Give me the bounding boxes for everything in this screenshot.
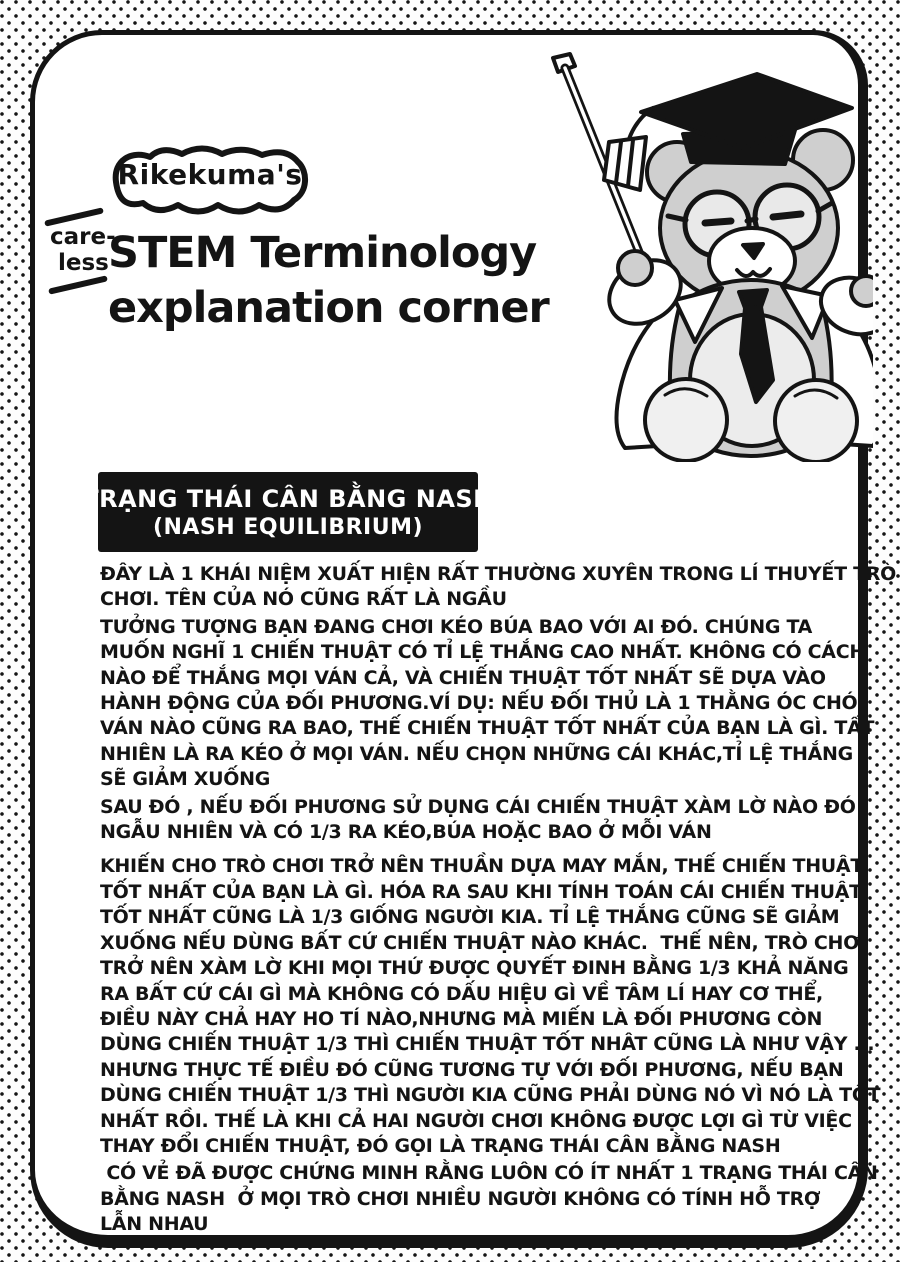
body-line: CHƠI. TÊN CỦA NÓ CŨNG RẤT LÀ NGẦU [100,588,507,611]
body-paragraph [100,795,856,846]
body-line: THAY ĐỔI CHIẾN THUẬT, ĐÓ GỌI LÀ TRẠNG THÁI CÂN BẰNG NASH [100,1134,781,1157]
body-line: ĐÂY LÀ 1 KHÁI NIỆM XUẤT HIỆN RẤT THƯỜNG XUYÊN TRONG LÍ THUYẾT TRÒ [100,563,896,585]
term-title-box [82,472,494,552]
body-paragraph [100,562,896,613]
page-title-line2: explanation corner [108,283,549,333]
body-line: LẪN NHAU [100,1213,209,1236]
body-line: TỐT NHẤT CŨNG LÀ 1/3 GIỐNG NGƯỜI KIA. TỈ LỆ THẮNG CŨNG SẼ GIẢM [100,906,840,929]
careless-word-top: care- [50,224,116,250]
body-line: BẰNG NASH Ở MỌI TRÒ CHƠI NHIỀU NGƯỜI KHÔNG CÓ TÍNH HỖ TRỢ [100,1187,821,1210]
term-title-vietnamese: TRẠNG THÁI CÂN BẰNG NASH [82,484,494,513]
body-line: ĐIỀU NÀY CHẢ HAY HO TÍ NÀO,NHƯNG MÀ MIẾN LÀ ĐỐI PHƯƠNG CÒN [100,1007,823,1030]
body-line: SẼ GIẢM XUỐNG [100,768,270,791]
body-paragraph [100,854,881,1159]
body-line: NHƯNG THỰC TẾ ĐIỀU ĐÓ CŨNG TƯƠNG TỰ VỚI ĐỐI PHƯƠNG, NẾU BẠN [100,1058,844,1081]
term-title-english: (NASH EQUILIBRIUM) [152,514,424,540]
explanation-text [100,562,896,1240]
body-line: SAU ĐÓ , NẾU ĐỐI PHƯƠNG SỬ DỤNG CÁI CHIẾN THUẬT XÀM LỜ NÀO ĐÓ [100,795,856,818]
body-line: DÙNG CHIẾN THUẬT 1/3 THÌ NGƯỜI KIA CŨNG PHẢI DÙNG NÓ VÌ NÓ LÀ TỐT [100,1084,881,1107]
careless-word-bottom: less [58,250,109,276]
body-line: HÀNH ĐỘNG CỦA ĐỐI PHƯƠNG.VÍ DỤ: NẾU ĐỐI THỦ LÀ 1 THẰNG ÓC CHÓ, [100,692,864,715]
body-line: XUỐNG NẾU DÙNG BẤT CỨ CHIẾN THUẬT NÀO KHÁC. THẾ NÊN, TRÒ CHƠI [100,931,867,954]
professor-bear-illustration [525,50,873,462]
body-line: KHIẾN CHO TRÒ CHƠI TRỞ NÊN THUẦN DỰA MAY MẮN, THẾ CHIẾN THUẬT [100,855,863,878]
series-name: Rikekuma's [117,158,303,191]
body-line: TRỞ NÊN XÀM LỜ KHI MỌI THỨ ĐƯỢC QUYẾT ĐINH BẰNG 1/3 KHẢ NĂNG [100,957,849,980]
body-line: CÓ VẺ ĐÃ ĐƯỢC CHỨNG MINH RẰNG LUÔN CÓ ÍT NHẤT 1 TRẠNG THÁI CÂN [100,1162,878,1185]
body-paragraph [100,1161,878,1237]
body-line: NGẪU NHIÊN VÀ CÓ 1/3 RA KÉO,BÚA HOẶC BAO Ở MỖI VÁN [100,821,712,844]
body-line: DÙNG CHIẾN THUẬT 1/3 THÌ CHIẾN THUẬT TỐT NHÂT CŨNG LÀ NHƯ VẬY ... [100,1033,875,1056]
body-line: TƯỞNG TƯỢNG BẠN ĐANG CHƠI KÉO BÚA BAO VỚI AI ĐÓ. CHÚNG TA [100,615,813,638]
body-line: RA BẤT CỨ CÁI GÌ MÀ KHÔNG CÓ DẤU HIỆU GÌ VỀ TÂM LÍ HAY CƠ THỂ, [100,982,823,1005]
body-line: TỐT NHẤT CỦA BẠN LÀ GÌ. HÓA RA SAU KHI TÍNH TOÁN CÁI CHIẾN THUẬT [100,880,862,903]
body-line: VÁN NÀO CŨNG RA BAO, THẾ CHIẾN THUẬT TỐT NHẤT CỦA BẠN LÀ GÌ. TẤT [100,717,875,740]
body-line: NHẤT RỒI. THẾ LÀ KHI CẢ HAI NGƯỜI CHƠI KHÔNG ĐƯỢC LỢI GÌ TỪ VIỆC [100,1109,852,1132]
body-line: NÀO ĐỂ THẮNG MỌI VÁN CẢ, VÀ CHIẾN THUẬT TỐT NHẤT SẼ DỰA VÀO [100,666,826,689]
page-title-line1: STEM Terminology [108,228,537,278]
body-line: MUỐN NGHĨ 1 CHIẾN THUẬT CÓ TỈ LỆ THẮNG CAO NHẤT. KHÔNG CÓ CÁCH [100,641,865,664]
body-line: NHIÊN LÀ RA KÉO Ở MỌI VÁN. NẾU CHỌN NHỮNG CÁI KHÁC,TỈ LỆ THẮNG [100,742,853,765]
body-paragraph [100,615,875,793]
